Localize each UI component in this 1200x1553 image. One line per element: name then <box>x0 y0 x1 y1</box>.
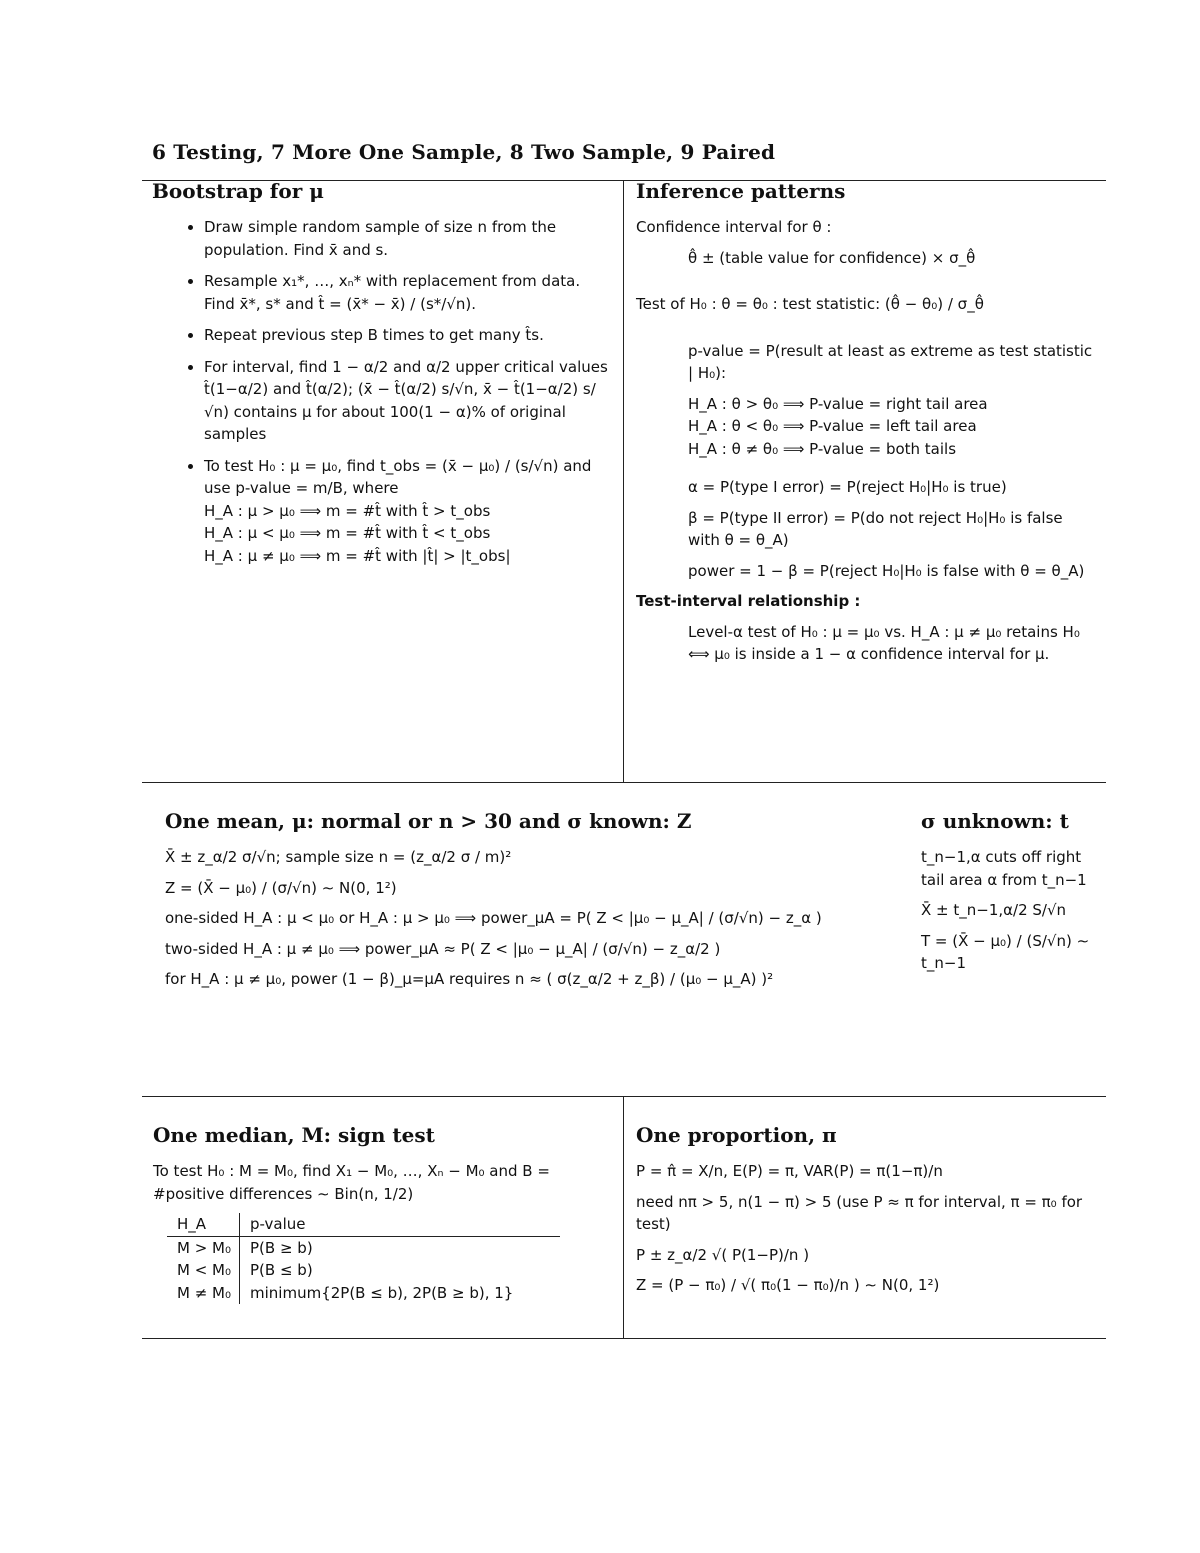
sigma-unknown-section <box>921 806 1101 983</box>
table-cell: M > M₀ <box>167 1236 240 1259</box>
bootstrap-case: H_A : μ > μ₀ ⟹ m = #t̂ with t̂ > t_obs <box>204 501 491 520</box>
relationship-text: Level-α test of H₀ : μ = μ₀ vs. H_A : μ ≠ μ₀ retains H₀ ⟺ μ₀ is inside a 1 − α confidence interval for μ. <box>688 622 1080 663</box>
one-mean-section <box>165 806 905 999</box>
proportion-section <box>636 1120 1098 1305</box>
alpha-definition: α = P(type I error) = P(reject H₀|H₀ is true) <box>688 478 1007 496</box>
pvalue-definition: p-value = P(result at least as extreme as test statistic | H₀): <box>688 341 1093 382</box>
lower-rule <box>142 1096 1106 1097</box>
table-header: p-value <box>240 1213 561 1236</box>
inference-section <box>636 176 1098 674</box>
proportion-line: need nπ > 5, n(1 − π) > 5 (use P ≈ π for interval, π = π₀ for test) <box>636 1192 1083 1233</box>
one-mean-line: Z = (X̄ − μ₀) / (σ/√n) ∼ N(0, 1²) <box>165 878 397 897</box>
bootstrap-step: • Draw simple random sample of size n from the population. Find x̄ and s. <box>204 216 614 261</box>
bottom-rule <box>142 1338 1106 1339</box>
proportion-line: Z = (P − π₀) / √( π₀(1 − π₀)/n ) ∼ N(0, 1²) <box>636 1276 940 1294</box>
table-row <box>167 1236 560 1259</box>
sigma-unknown-line: X̄ ± t_n−1,α/2 S/√n <box>921 901 1067 919</box>
proportion-line: P = π̂ = X/n, E(P) = π, VAR(P) = π(1−π)/n <box>636 1162 943 1180</box>
table-cell: minimum{2P(B ≤ b), 2P(B ≥ b), 1} <box>250 1283 514 1302</box>
proportion-line: P ± z_α/2 √( P(1−P)/n ) <box>636 1245 810 1264</box>
table-row <box>167 1259 560 1282</box>
bootstrap-step: • For interval, find 1 − α/2 and α/2 upper critical values t̂(1−α/2) and t̂(α/2); (x̄ − t̂(α/2) s/√n, x̄ − t̂(1−α/2) s/√n) contains μ for about 100(1 − α)% of original samples <box>204 356 614 446</box>
tail-case: H_A : θ ≠ θ₀ ⟹ P-value = both tails <box>688 439 957 458</box>
test-label: Test of H₀ : θ = θ₀ : test statistic: (θ̂ − θ₀) / σ_θ̂ <box>636 295 984 313</box>
inference-heading: Inference patterns <box>636 179 846 203</box>
bootstrap-case: H_A : μ < μ₀ ⟹ m = #t̂ with t̂ < t_obs <box>204 524 491 542</box>
sigma-unknown-heading: σ unknown: t <box>921 809 1069 833</box>
table-cell: M < M₀ <box>167 1259 240 1282</box>
one-mean-heading: One mean, μ: normal or n > 30 and σ known: Z <box>165 809 692 833</box>
bootstrap-section <box>152 176 614 576</box>
median-heading: One median, M: sign test <box>153 1123 435 1147</box>
median-text: To test H₀ : M = M₀, find X₁ − M₀, …, Xₙ − M₀ and B = #positive differences ∼ Bin(n, 1/2) <box>153 1162 550 1203</box>
tail-case: H_A : θ < θ₀ ⟹ P-value = left tail area <box>688 417 977 435</box>
bootstrap-step: • Repeat previous step B times to get many t̂s. <box>204 324 614 347</box>
bootstrap-step: • Resample x₁*, …, xₙ* with replacement from data. Find x̄*, s* and t̂ = (x̄* − x̄) / (s*/√n). <box>204 270 614 315</box>
table-header: H_A <box>167 1213 240 1236</box>
table-cell: M ≠ M₀ <box>167 1282 240 1305</box>
bottom-divider <box>623 1096 624 1338</box>
tail-case: H_A : θ > θ₀ ⟹ P-value = right tail area <box>688 394 988 413</box>
one-mean-line: two-sided H_A : μ ≠ μ₀ ⟹ power_μA ≈ P( Z < |μ₀ − μ_A| / (σ/√n) − z_α/2 ) <box>165 939 721 958</box>
table-cell: P(B ≤ b) <box>250 1261 313 1279</box>
median-section <box>153 1120 615 1304</box>
middle-rule <box>142 782 1106 783</box>
table-row <box>167 1282 560 1305</box>
bootstrap-test-text: To test H₀ : μ = μ₀, find t_obs = (x̄ − μ₀) / (s/√n) and use p-value = m/B, where <box>204 456 592 497</box>
top-divider <box>623 180 624 782</box>
proportion-heading: One proportion, π <box>636 1123 837 1147</box>
bootstrap-case: H_A : μ ≠ μ₀ ⟹ m = #t̂ with |t̂| > |t_obs| <box>204 546 511 565</box>
sigma-unknown-line: T = (X̄ − μ₀) / (S/√n) ∼ t_n−1 <box>921 931 1090 972</box>
bootstrap-steps <box>152 216 614 567</box>
table-header-row <box>167 1213 560 1236</box>
beta-definition: β = P(type II error) = P(do not reject H₀|H₀ is false with θ = θ_A) <box>688 508 1063 549</box>
sigma-unknown-line: t_n−1,α cuts off right tail area α from t_n−1 <box>921 848 1087 889</box>
bootstrap-step <box>204 455 614 568</box>
bootstrap-heading: Bootstrap for μ <box>152 179 324 203</box>
relationship-label: Test-interval relationship : <box>636 592 861 610</box>
ci-formula: θ̂ ± (table value for confidence) × σ_θ̂ <box>688 248 976 267</box>
one-mean-line: for H_A : μ ≠ μ₀, power (1 − β)_μ=μA requires n ≈ ( σ(z_α/2 + z_β) / (μ₀ − μ_A) )² <box>165 970 774 988</box>
one-mean-line: X̄ ± z_α/2 σ/√n; sample size n = (z_α/2 σ / m)² <box>165 848 512 866</box>
table-cell: P(B ≥ b) <box>250 1238 313 1257</box>
one-mean-line: one-sided H_A : μ < μ₀ or H_A : μ > μ₀ ⟹ power_μA = P( Z < |μ₀ − μ_A| / (σ/√n) − z_α ) <box>165 909 822 927</box>
sign-test-table <box>167 1213 560 1304</box>
power-definition: power = 1 − β = P(reject H₀|H₀ is false with θ = θ_A) <box>688 561 1085 580</box>
ci-label: Confidence interval for θ : <box>636 218 832 236</box>
page-title: 6 Testing, 7 More One Sample, 8 Two Sample, 9 Paired <box>152 140 776 164</box>
